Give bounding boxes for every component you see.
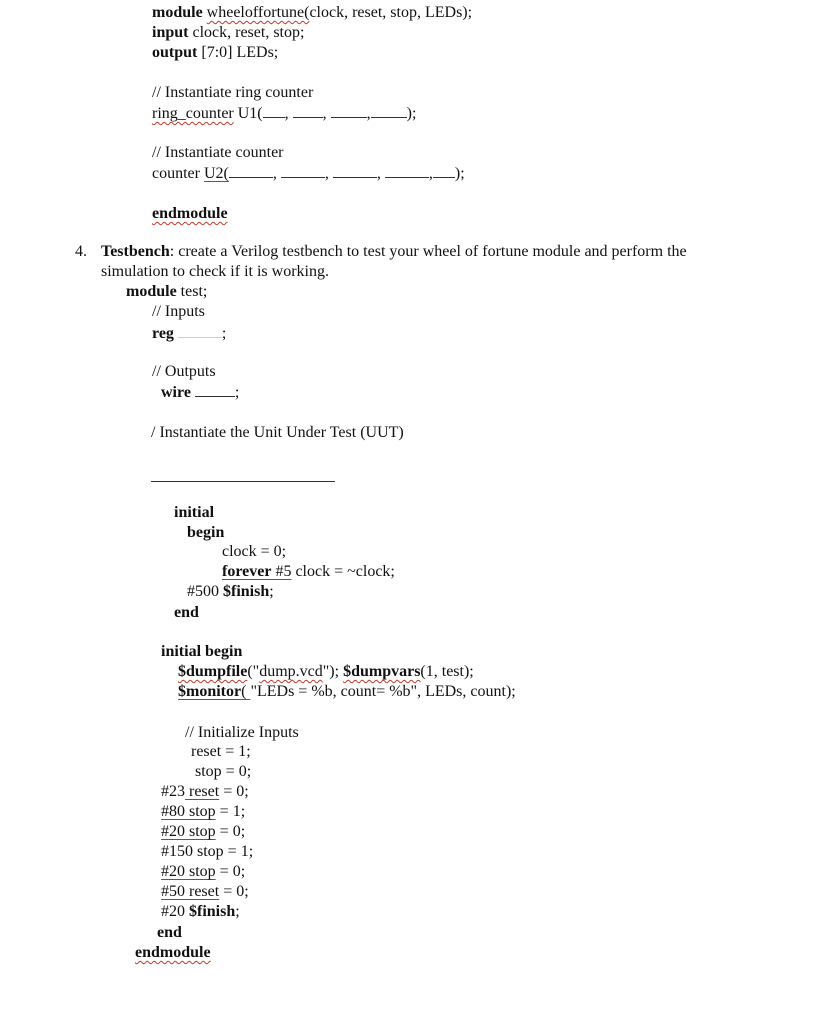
dumpfile-name: dump.vcd (259, 663, 323, 680)
comment-ring-counter: // Instantiate ring counter (152, 84, 314, 101)
comment-outputs: // Outputs (152, 363, 216, 380)
wire-declaration (161, 382, 239, 403)
delay-500: #500 (187, 583, 223, 600)
ring-counter-instance: ring_counter U1( , , , ); (152, 105, 417, 122)
task-description (101, 242, 687, 262)
tb-endmodule-keyword: endmodule (135, 944, 211, 961)
ring-counter-name: ring_counter (152, 105, 234, 122)
blank-field[interactable] (331, 103, 367, 118)
output-ports: [7:0] LEDs; (197, 44, 279, 61)
stim-assign: = 0; (215, 823, 246, 840)
blank-field[interactable] (433, 163, 455, 178)
stim-80 (161, 802, 245, 822)
dumpfile-open: (" (247, 663, 260, 680)
comment-counter: // Instantiate counter (152, 144, 284, 161)
stim-assign: = 0; (219, 783, 249, 800)
tb-module-declaration (126, 282, 207, 302)
module-keyword: module (152, 4, 203, 21)
dumpvars-args: (1, test); (420, 663, 474, 680)
delay-value: #80 (161, 803, 185, 820)
monitor-open: ( (241, 683, 251, 700)
output-keyword: output (152, 44, 198, 61)
stim-assign: = 1; (215, 803, 246, 820)
delay-value: #23 (161, 783, 185, 800)
task-number: 4. (75, 243, 87, 260)
stim-assign: = 0; (215, 863, 246, 880)
dumpfile-function: $dumpfile (178, 663, 248, 680)
module-args: clock, reset, stop, LEDs); (309, 4, 473, 21)
tb-module-keyword: module (126, 283, 177, 300)
clock-init: clock = 0; (222, 543, 287, 560)
blank-field[interactable] (293, 103, 323, 118)
finish-semicolon: ; (269, 583, 274, 600)
stim-signal: stop (185, 823, 216, 840)
uut-blank-line[interactable] (151, 481, 335, 482)
stim-assign: = 0; (219, 883, 249, 900)
dumpfile-statement (178, 662, 474, 682)
stim-20b (161, 862, 245, 882)
finish-statement (187, 582, 274, 602)
forever-delay: #5 (271, 563, 292, 580)
stim-finish (161, 902, 240, 922)
stim-23 (161, 782, 249, 802)
module-declaration (152, 3, 472, 23)
counter-label: U2( (203, 165, 229, 182)
initial-begin: initial begin (161, 643, 243, 660)
delay-value: #20 (161, 823, 185, 840)
output-declaration (152, 43, 278, 63)
blank-field[interactable] (229, 163, 273, 178)
end-keyword-2: end (157, 924, 182, 941)
stim-signal: reset (185, 783, 220, 800)
stim-150: #150 stop = 1; (161, 843, 254, 860)
ring-counter-end: ); (406, 105, 417, 122)
input-declaration (152, 23, 304, 43)
module-name: wheeloffortune( (206, 4, 310, 21)
monitor-function: $monitor (178, 683, 242, 700)
monitor-args: "LEDs = %b, count= %b", LEDs, count); (250, 683, 516, 700)
finish-keyword: $finish (223, 583, 270, 600)
forever-body: clock = ~clock; (291, 563, 395, 580)
blank-field[interactable] (178, 323, 222, 338)
stim-20a (161, 822, 245, 842)
dumpvars-function: $dumpvars (343, 663, 421, 680)
delay-value: #20 (161, 863, 185, 880)
reg-semicolon: ; (221, 325, 227, 342)
blank-field[interactable] (333, 163, 377, 178)
finish-semicolon: ; (235, 903, 240, 920)
stim-signal: reset (185, 883, 220, 900)
counter-instance: counter U2( , , , , ); (152, 165, 465, 182)
endmodule-keyword: endmodule (152, 205, 228, 222)
dumpfile-close: "); (322, 663, 344, 680)
delay-value: #20 (161, 903, 189, 920)
forever-statement (222, 562, 395, 582)
monitor-statement (178, 682, 516, 702)
input-ports: clock, reset, stop; (188, 24, 305, 41)
stim-50 (161, 882, 249, 902)
task-desc-line2: simulation to check if it is working. (101, 263, 329, 280)
blank-field[interactable] (281, 163, 325, 178)
reg-keyword: reg (152, 325, 174, 342)
delay-value: #50 (161, 883, 185, 900)
blank-field[interactable] (195, 382, 235, 397)
wire-semicolon: ; (234, 384, 240, 401)
counter-end: ); (454, 165, 465, 182)
task-title: Testbench (101, 243, 170, 260)
blank-field[interactable] (385, 163, 429, 178)
ring-counter-label: U1( (233, 105, 263, 122)
comment-uut: / Instantiate the Unit Under Test (UUT) (151, 424, 404, 441)
stop-init: stop = 0; (195, 763, 252, 780)
stim-signal: stop (185, 803, 216, 820)
forever-keyword: forever (222, 563, 272, 580)
initial-keyword: initial (174, 504, 215, 521)
stim-signal: stop (185, 863, 216, 880)
wire-keyword: wire (161, 384, 191, 401)
blank-field[interactable] (263, 103, 285, 118)
counter-name: counter (152, 165, 204, 182)
reg-declaration (152, 323, 226, 344)
comment-inputs: // Inputs (152, 303, 205, 320)
finish-keyword: $finish (189, 903, 236, 920)
end-keyword: end (174, 604, 199, 621)
reset-init: reset = 1; (191, 743, 251, 760)
blank-field[interactable] (371, 103, 407, 118)
input-keyword: input (152, 24, 189, 41)
tb-module-name: test; (176, 283, 208, 300)
task-desc-line1: : create a Verilog testbench to test your wheel of fortune module and perform the (169, 243, 687, 260)
comment-initialize: // Initialize Inputs (185, 724, 299, 741)
begin-keyword: begin (187, 524, 225, 541)
